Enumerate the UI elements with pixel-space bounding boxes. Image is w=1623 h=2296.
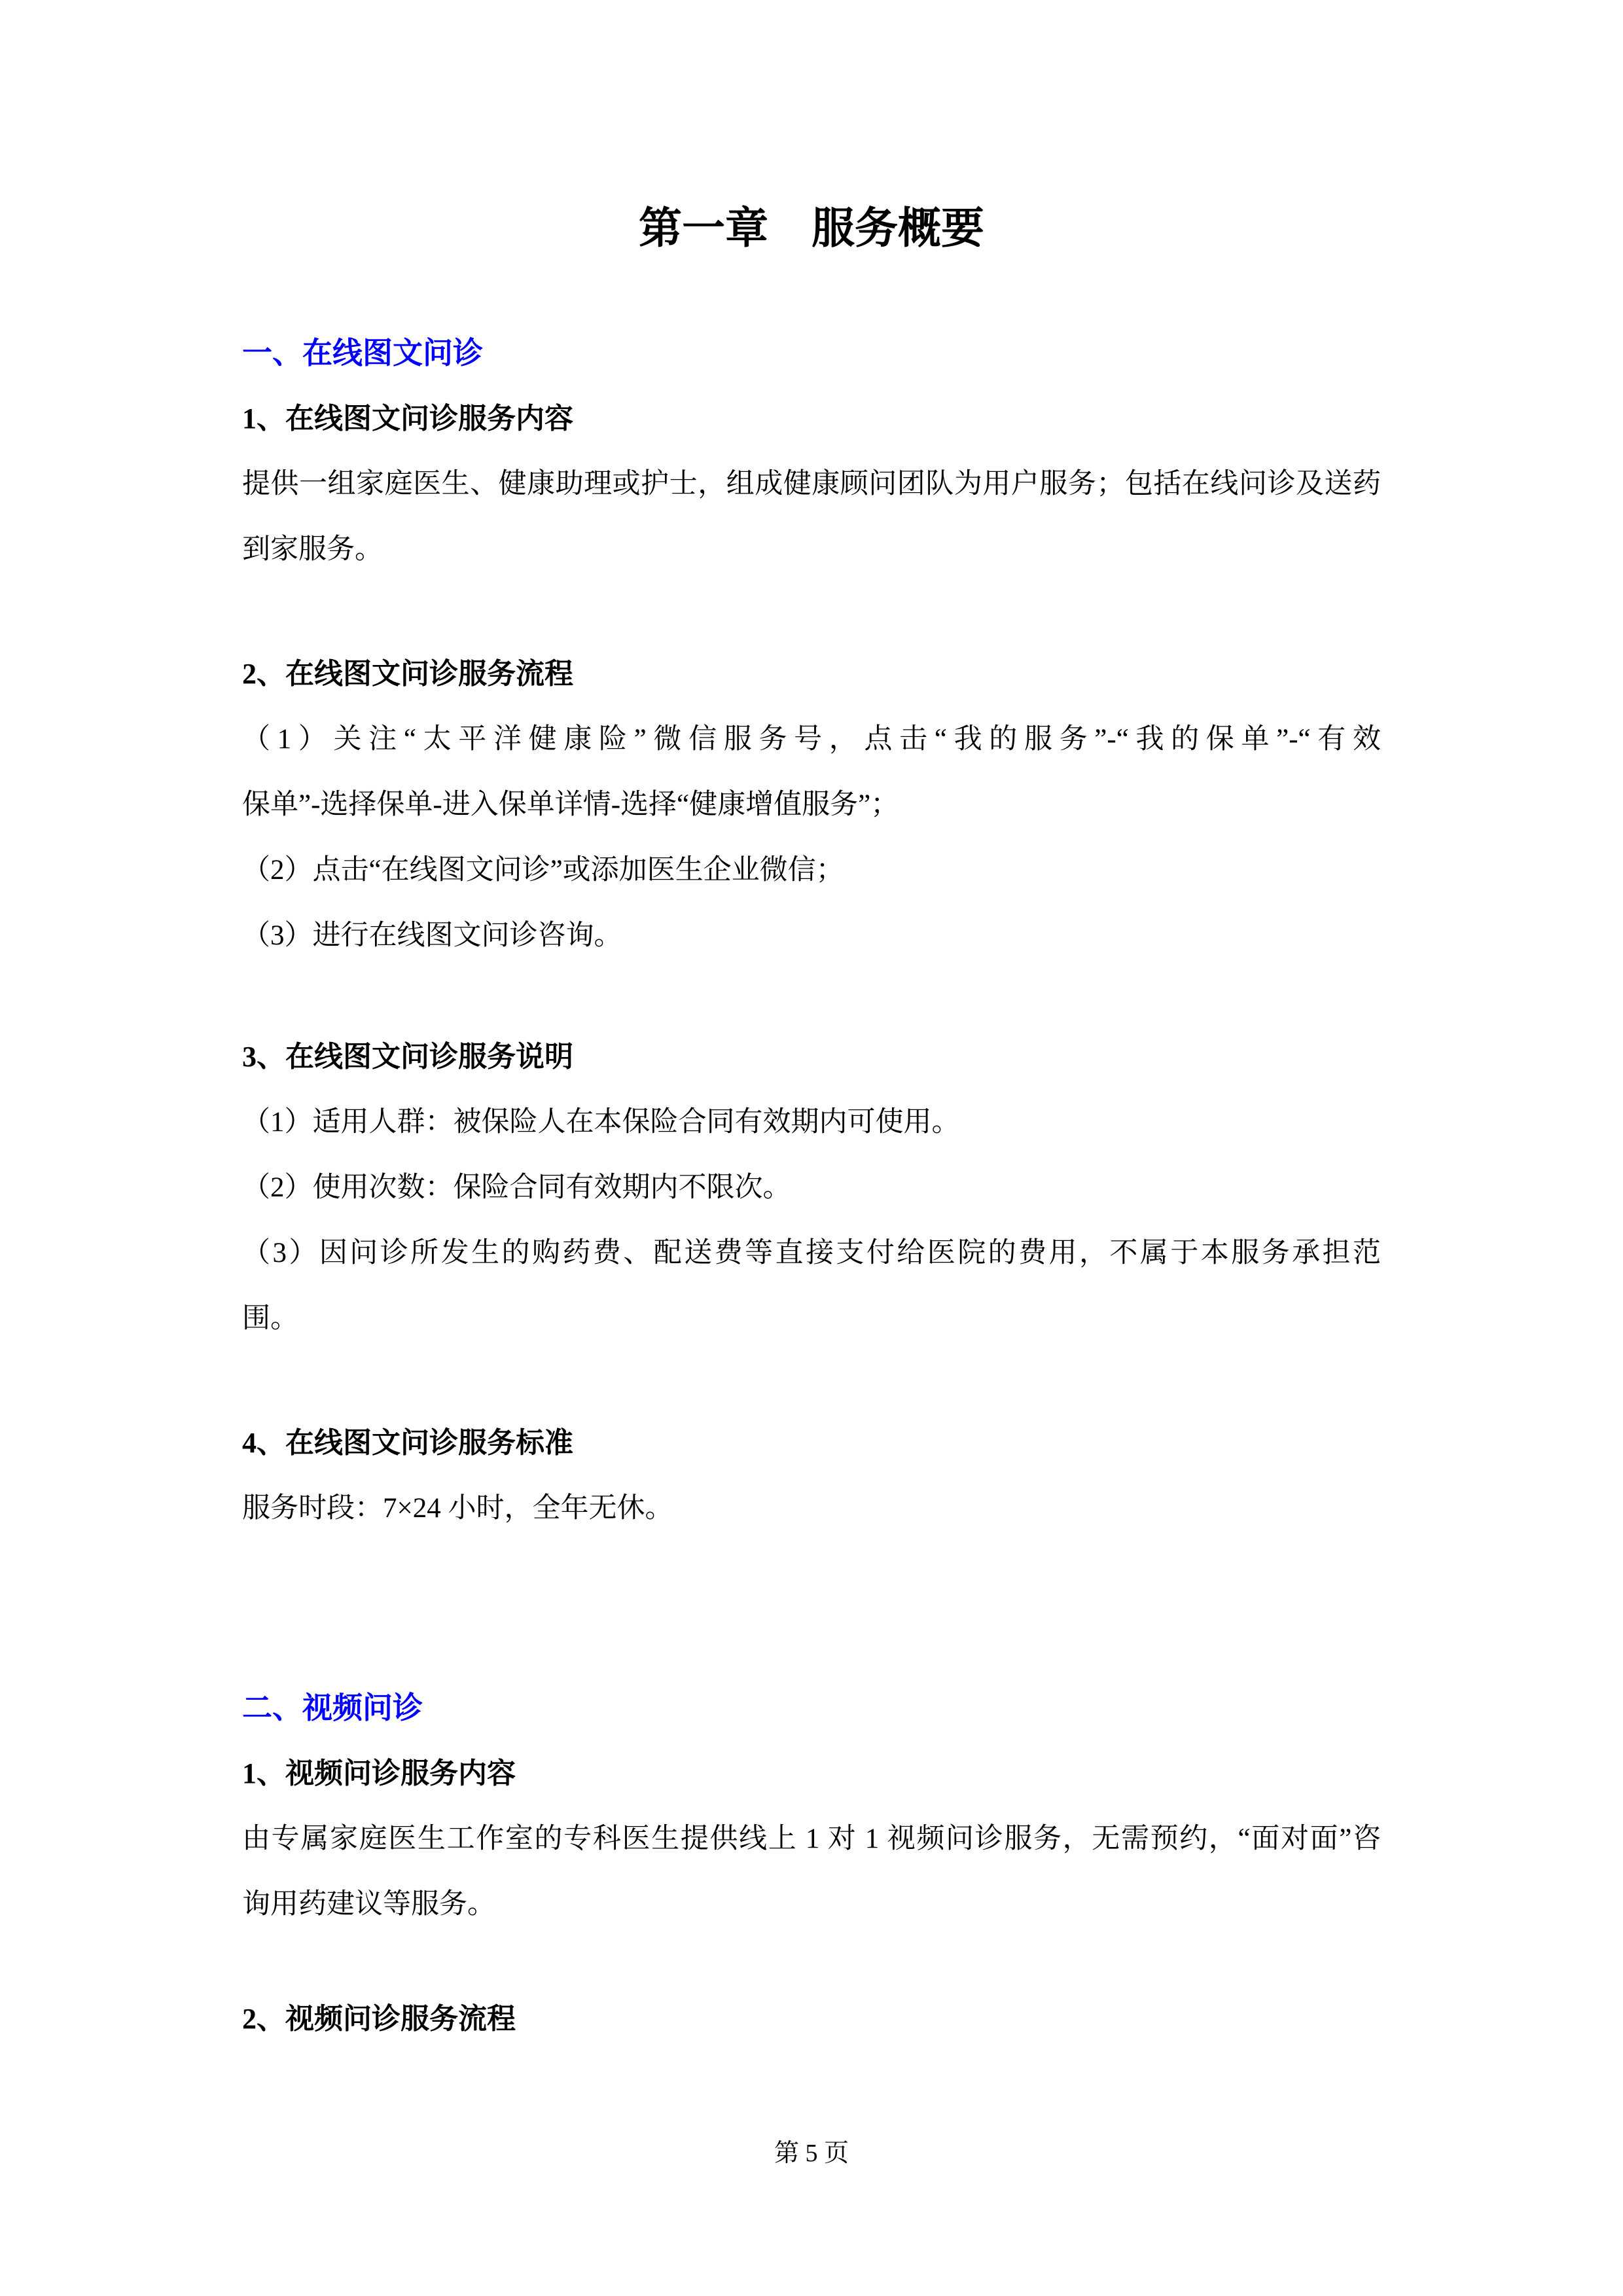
- page-number: 第 5 页: [774, 2140, 849, 2167]
- paragraph: [242, 1476, 1381, 1541]
- paragraph: [242, 1806, 1381, 1937]
- paragraph-line: （3）因问诊所发生的购药费、配送费等直接支付给医院的费用，不属于本服务承担范: [242, 1238, 1381, 1268]
- paragraph: [242, 1155, 1381, 1221]
- subsection-online-text-process: [242, 641, 1381, 969]
- paragraph: [242, 452, 1381, 583]
- subsection-heading: 3、在线图文问诊服务说明: [242, 1041, 573, 1073]
- paragraph-line: 保单”-选择保单-进入保单详情-选择“健康增值服务”；: [242, 789, 899, 820]
- paragraph-line: 询用药建议等服务。: [242, 1889, 495, 1920]
- subsection-online-text-notes: [242, 1024, 1381, 1352]
- paragraph-line: 提供一组家庭医生、健康助理或护士，组成健康顾问团队为用户服务；包括在线问诊及送药: [242, 469, 1381, 499]
- paragraph: [242, 903, 1381, 969]
- subsection-heading: 2、视频问诊服务流程: [242, 2003, 516, 2035]
- paragraph: [242, 707, 1381, 838]
- subsection-video-content: [242, 1741, 1381, 1937]
- subsection-video-process: [242, 1986, 1381, 2052]
- paragraph-line: 到家服务。: [242, 534, 383, 565]
- paragraph-line: （2）使用次数：保险合同有效期内不限次。: [242, 1172, 791, 1203]
- subsection-heading: 4、在线图文问诊服务标准: [242, 1427, 573, 1459]
- subsection-heading: 1、在线图文问诊服务内容: [242, 403, 573, 435]
- paragraph: [242, 1090, 1381, 1155]
- page-content: [242, 196, 1381, 2186]
- paragraph: [242, 1221, 1381, 1352]
- paragraph-line: 围。: [242, 1303, 298, 1334]
- paragraph: [242, 838, 1381, 903]
- paragraph-line: （1）适用人群：被保险人在本保险合同有效期内可使用。: [242, 1107, 960, 1138]
- section-heading-online-text-consult: 一、在线图文问诊: [242, 336, 483, 370]
- paragraph-line: （1）关注“太平洋健康险”微信服务号，点击“我的服务”-“我的保单”-“有效: [242, 724, 1381, 755]
- paragraph-line: （2）点击“在线图文问诊”或添加医生企业微信；: [242, 855, 844, 886]
- subsection-online-text-content: [242, 386, 1381, 583]
- subsection-online-text-standard: [242, 1410, 1381, 1541]
- subsection-heading: 1、视频问诊服务内容: [242, 1757, 516, 1789]
- subsection-heading: 2、在线图文问诊服务流程: [242, 658, 573, 690]
- paragraph-line: 服务时段：7×24 小时，全年无休。: [242, 1493, 673, 1524]
- paragraph-line: 由专属家庭医生工作室的专科医生提供线上 1 对 1 视频问诊服务，无需预约，“面对面”咨: [242, 1823, 1381, 1854]
- section-heading-video-consult: 二、视频问诊: [242, 1691, 423, 1725]
- chapter-title: 第一章 服务概要: [639, 205, 984, 253]
- paragraph-line: （3）进行在线图文问诊咨询。: [242, 920, 622, 951]
